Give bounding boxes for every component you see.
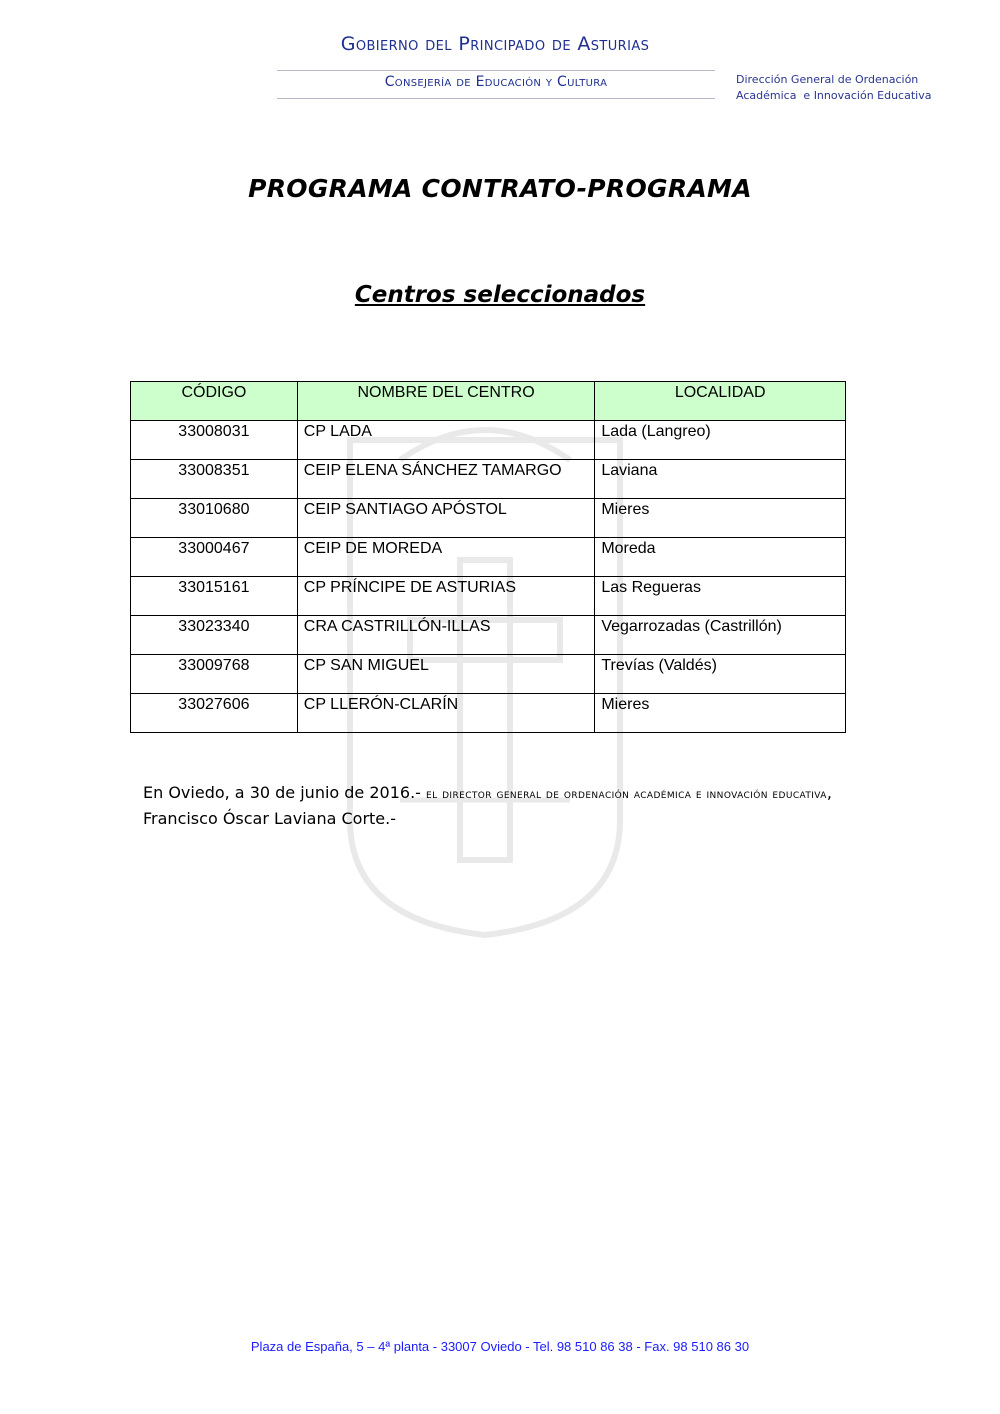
column-header-code: CÓDIGO: [131, 382, 298, 421]
header-divider-top: [277, 70, 715, 71]
cell-center-name: CP SAN MIGUEL: [297, 655, 595, 694]
signatory-role: el director general de ordenación académica e innovación educativa: [426, 787, 827, 802]
document-subtitle: Centros seleccionados: [354, 282, 646, 308]
cell-locality: Vegarrozadas (Castrillón): [595, 616, 846, 655]
cell-code: 33000467: [131, 538, 298, 577]
cell-locality: Moreda: [595, 538, 846, 577]
cell-locality: Mieres: [595, 499, 846, 538]
cell-center-name: CEIP SANTIAGO APÓSTOL: [297, 499, 595, 538]
cell-code: 33015161: [131, 577, 298, 616]
cell-locality: Laviana: [595, 460, 846, 499]
cell-center-name: CP PRÍNCIPE DE ASTURIAS: [297, 577, 595, 616]
table-row: [131, 655, 846, 694]
signatory-name: , Francisco Óscar Laviana Corte.-: [143, 783, 832, 828]
table-row: [131, 577, 846, 616]
cell-center-name: CP LLERÓN-CLARÍN: [297, 694, 595, 733]
cell-code: 33027606: [131, 694, 298, 733]
directorate-line-2: Académica e Innovación Educativa: [736, 89, 932, 102]
cell-code: 33010680: [131, 499, 298, 538]
cell-center-name: CEIP ELENA SÁNCHEZ TAMARGO: [297, 460, 595, 499]
document-title: PROGRAMA CONTRATO-PROGRAMA: [248, 174, 752, 203]
cell-locality: Las Regueras: [595, 577, 846, 616]
cell-code: 33008031: [131, 421, 298, 460]
table-header-row: [131, 382, 846, 421]
cell-code: 33009768: [131, 655, 298, 694]
table-row: [131, 460, 846, 499]
cell-center-name: CP LADA: [297, 421, 595, 460]
table-row: [131, 421, 846, 460]
table-row: [131, 616, 846, 655]
column-header-locality: LOCALIDAD: [595, 382, 846, 421]
table-row: [131, 538, 846, 577]
cell-locality: Lada (Langreo): [595, 421, 846, 460]
selected-centers-table: [130, 381, 846, 733]
cell-code: 33023340: [131, 616, 298, 655]
place-date: En Oviedo, a 30 de junio de 2016.-: [143, 783, 421, 802]
cell-center-name: CEIP DE MOREDA: [297, 538, 595, 577]
government-title: Gobierno del Principado de Asturias: [340, 33, 650, 55]
table-row: [131, 499, 846, 538]
footer-address: Plaza de España, 5 – 4ª planta - 33007 Oviedo - Tel. 98 510 86 38 - Fax. 98 510 86 30: [250, 1339, 750, 1354]
signature-block: [143, 781, 863, 831]
cell-locality: Mieres: [595, 694, 846, 733]
directorate-line-1: Dirección General de Ordenación: [736, 73, 919, 86]
cell-locality: Trevías (Valdés): [595, 655, 846, 694]
table-row: [131, 694, 846, 733]
department-name: Consejería de Educación y Cultura: [384, 74, 608, 90]
cell-center-name: CRA CASTRILLÓN-ILLAS: [297, 616, 595, 655]
cell-code: 33008351: [131, 460, 298, 499]
column-header-center-name: NOMBRE DEL CENTRO: [297, 382, 595, 421]
directorate-name: [736, 72, 931, 104]
header-divider-bottom: [277, 98, 715, 99]
